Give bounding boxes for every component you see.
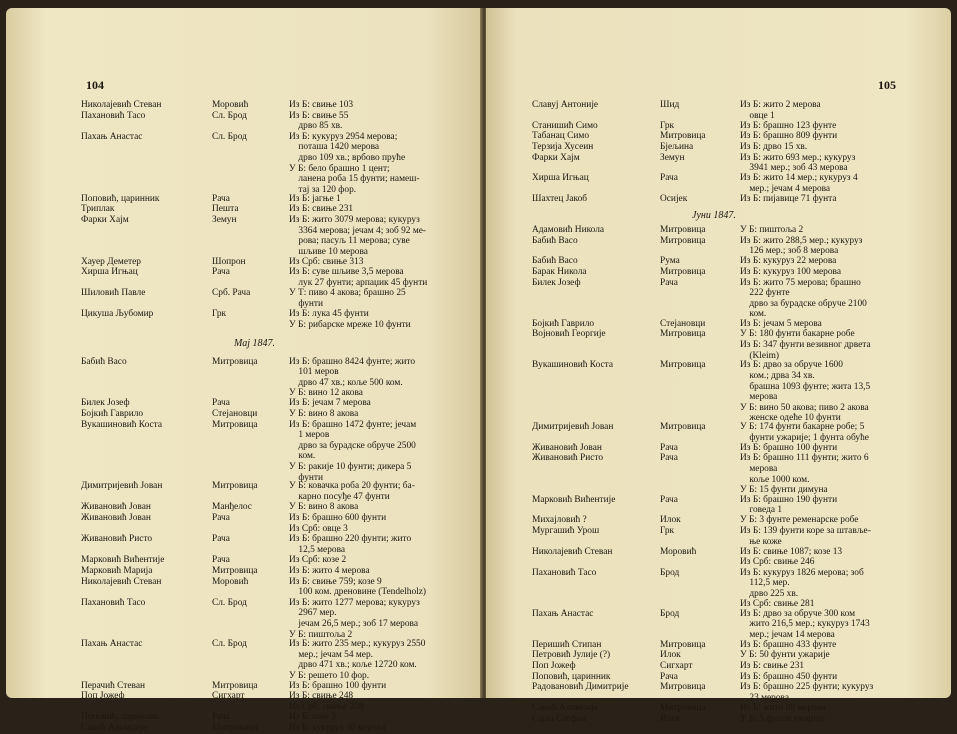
merchant-place: Митровица xyxy=(212,680,258,691)
merchant-name: Николајевић Стеван xyxy=(532,546,613,557)
goods-line: Из Б: 139 фунти коре за штавље- xyxy=(740,526,871,536)
goods-line: Из Б: свиње 55 xyxy=(289,110,349,121)
goods-line: мер.; јечам 14 мерова xyxy=(740,629,835,640)
goods-description xyxy=(740,714,825,725)
merchant-place: Митровица xyxy=(660,131,706,142)
goods-line: Из Б: брашно 111 фунти; жито 6 xyxy=(740,453,869,464)
merchant-name: Хауер Деметер xyxy=(81,256,141,267)
merchant-name: Војновић Георгије xyxy=(532,329,606,340)
goods-line: У Б: 174 фунти бакарне робе; 5 xyxy=(740,422,865,432)
merchant-name: Николајевић Стеван xyxy=(81,576,162,587)
goods-line: лук 27 фунти; арпаџик 45 фунти xyxy=(289,277,428,288)
merchant-name: Цикуша Љубомир xyxy=(81,309,154,320)
goods-line: мерова xyxy=(740,392,778,403)
goods-line: Из Б: жито 288,5 мер.; кукуруз xyxy=(740,235,863,246)
merchant-place: Митровица xyxy=(660,360,706,371)
goods-line: 23 мерова xyxy=(740,692,790,703)
goods-description xyxy=(740,131,837,142)
merchant-name: Поповић, царинник xyxy=(532,671,611,682)
merchant-place: Моровић xyxy=(212,576,249,587)
goods-line: дрво 471 хв.; коље 12720 ком. xyxy=(289,660,417,671)
goods-description xyxy=(740,256,836,267)
section-heading: Мај 1847. xyxy=(234,338,275,350)
goods-line: Из Б: брашно 1472 фунте; јечам xyxy=(289,419,417,430)
merchant-place: Сл. Брод xyxy=(212,110,247,121)
goods-description xyxy=(289,398,371,409)
goods-line: брашна 1093 фунте; жита 13,5 xyxy=(740,381,871,392)
merchant-place: Рача xyxy=(212,398,230,408)
goods-line: Из Срб: овце 3 xyxy=(289,523,348,534)
goods-description xyxy=(289,681,386,692)
merchant-name: Димитријевић Јован xyxy=(532,422,614,432)
goods-description xyxy=(289,194,341,205)
merchant-name: Михајловић ? xyxy=(532,515,587,526)
goods-line: У Б: ковачка роба 20 фунти; ба- xyxy=(289,481,415,492)
merchant-name: Поп Јожеф xyxy=(532,661,576,671)
goods-description xyxy=(740,568,864,610)
merchant-name: Пахањ Анастас xyxy=(532,608,594,619)
goods-description xyxy=(740,650,830,661)
merchant-place: Рача xyxy=(660,494,678,505)
goods-line: У Б: 50 фунти ужарије xyxy=(740,650,830,661)
goods-line: Из Б: жито 75 мерова; брашно xyxy=(740,277,861,288)
merchant-name: Радовановић Димитрије xyxy=(532,682,629,693)
merchant-place: Илок xyxy=(660,713,681,724)
goods-description xyxy=(289,481,415,502)
goods-line: дрво за бурадске обруче 2500 xyxy=(289,440,416,451)
goods-line: Из Б: кукуруз 36 мерова xyxy=(289,723,386,734)
merchant-name: Марковић Марија xyxy=(81,566,153,576)
merchant-name: Бабић Васо xyxy=(532,256,578,267)
merchant-place: Рача xyxy=(212,513,230,524)
merchant-name: Живановић Ристо xyxy=(532,453,604,464)
merchant-place: Рача xyxy=(212,193,230,204)
merchant-place: Митровица xyxy=(660,682,706,693)
merchant-place: Срб. Рача xyxy=(212,288,251,299)
merchant-place: Митровица xyxy=(660,235,706,246)
merchant-place: Грк xyxy=(660,120,675,131)
goods-description xyxy=(740,121,836,132)
goods-description xyxy=(740,515,858,526)
merchant-place: Митровица xyxy=(212,481,258,492)
goods-line: ком. xyxy=(289,451,316,462)
merchant-name: Поповић, царинник xyxy=(81,193,160,204)
goods-line: У Б: 15 фунти димуна xyxy=(740,485,828,496)
merchant-name: Марковић Вићентије xyxy=(532,494,616,505)
merchant-name: Табанац Симо xyxy=(532,131,590,142)
goods-line: мерова xyxy=(740,463,778,474)
goods-description xyxy=(289,267,427,288)
goods-description xyxy=(740,422,869,443)
goods-description xyxy=(289,691,363,712)
goods-description xyxy=(740,100,821,121)
goods-description xyxy=(740,453,869,495)
goods-line: У Б: 5 фунти ужарије xyxy=(740,713,826,724)
goods-description xyxy=(289,357,415,399)
goods-line: Из Б: брашно 220 фунти; жито xyxy=(289,534,412,545)
merchant-place: Илок xyxy=(660,650,681,661)
goods-line: Из Б: жито 3079 мерова; кукуруз xyxy=(289,215,420,226)
goods-description xyxy=(740,225,803,236)
merchant-place: Сигхарт xyxy=(660,661,693,671)
merchant-name: Триплак xyxy=(81,204,115,215)
goods-description xyxy=(289,204,353,215)
goods-line: 12,5 мерова xyxy=(289,544,346,555)
merchant-place: Митровица xyxy=(660,422,706,432)
merchant-place: Митровица xyxy=(660,329,706,340)
merchant-place: Шопрон xyxy=(212,256,246,267)
goods-description xyxy=(289,534,411,555)
goods-line: У Б: ракије 10 фунти; дикера 5 xyxy=(289,461,412,472)
goods-description xyxy=(289,100,353,111)
merchant-place: Земун xyxy=(660,152,685,163)
section-heading: Јуни 1847. xyxy=(692,209,736,221)
merchant-place: Стејановци xyxy=(660,318,706,329)
goods-line: дрво 85 хв. xyxy=(289,121,343,132)
goods-line: дрво за бурадске обруче 2100 xyxy=(740,298,867,309)
goods-line: Из Б: жито 235 мер.; кукуруз 2550 xyxy=(289,639,426,650)
merchant-name: Шиловић Павле xyxy=(81,288,146,299)
goods-line: У Б: пиштоља 2 xyxy=(740,225,804,235)
merchant-place: Митровица xyxy=(212,723,258,734)
merchant-place: Митровица xyxy=(212,356,258,367)
goods-line: У Б: 3 фунте ременарске робе xyxy=(740,515,859,526)
merchant-place: Рача xyxy=(660,671,678,682)
goods-line: Из Б: жито 2 мерова xyxy=(740,100,821,110)
goods-description xyxy=(740,142,807,153)
merchant-place: Митровица xyxy=(212,419,258,430)
goods-description xyxy=(289,639,425,681)
goods-line: Из Б: лука 45 фунти xyxy=(289,309,369,320)
goods-description xyxy=(289,566,370,577)
goods-line: ње коже xyxy=(740,536,782,547)
goods-line: Из Б: брашно 450 фунти xyxy=(740,671,838,682)
merchant-place: Сл. Брод xyxy=(212,597,247,608)
goods-line: 3941 мер.; зоб 43 мерова xyxy=(740,163,848,174)
goods-line: коље 1000 ком. xyxy=(740,474,810,485)
merchant-name: Пахањ Анастас xyxy=(81,131,143,142)
goods-line: 2967 мер. xyxy=(289,608,337,619)
goods-line: тај за 120 фор. xyxy=(289,184,357,195)
merchant-place: Рача xyxy=(212,267,230,278)
merchant-place: Митровица xyxy=(212,566,258,576)
merchant-name: Шахтец Јакоб xyxy=(532,194,588,205)
goods-line: фунти xyxy=(289,472,324,483)
page-number: 104 xyxy=(86,78,104,92)
goods-line: 112,5 мер. xyxy=(740,578,790,589)
merchant-name: Бабић Васо xyxy=(81,356,127,367)
merchant-name: Петровић Јулије (?) xyxy=(532,650,611,661)
merchant-name: Бојкић Гаврило xyxy=(81,408,144,419)
goods-description xyxy=(740,278,867,320)
goods-line: дрво 47 хв.; коље 500 ком. xyxy=(289,377,403,388)
merchant-place: Шид xyxy=(660,100,680,110)
goods-description xyxy=(740,640,836,651)
goods-description xyxy=(289,513,386,534)
merchant-place: Грк xyxy=(660,526,675,536)
merchant-name: Пахановић Тасо xyxy=(81,597,146,608)
goods-line: У Б: рибарске мреже 10 фунти xyxy=(289,319,411,330)
merchant-place: Осијек xyxy=(660,194,688,205)
goods-line: шљиве 10 мерова xyxy=(289,246,368,257)
merchant-name: Савић Алимпије xyxy=(532,703,599,713)
merchant-place: Рача xyxy=(212,555,230,566)
goods-description xyxy=(740,153,855,174)
goods-line: ком.; дрва 34 хв. xyxy=(740,370,815,381)
merchant-place: Грк xyxy=(212,309,227,320)
goods-description xyxy=(289,420,416,484)
merchant-place: Илок xyxy=(660,515,681,526)
merchant-name: Перачић Стеван xyxy=(81,680,146,691)
merchant-name: Билек Јозеф xyxy=(81,398,130,408)
goods-line: овце 1 xyxy=(740,110,775,121)
goods-line: Из Б: јагње 1 xyxy=(289,193,341,204)
merchant-place: Брод xyxy=(660,608,680,619)
goods-line: Из Б: брашно 123 фунте xyxy=(740,120,837,131)
goods-line: мер.; јечам 54 мер. xyxy=(289,649,373,660)
goods-line: говеда 1 xyxy=(740,505,783,516)
goods-line: Из Б: свиње 103 xyxy=(289,100,354,110)
goods-line: Из Б: брашно 433 фунте xyxy=(740,639,837,650)
goods-line: карно посуђе 47 фунти xyxy=(289,491,390,502)
merchant-name: Пахањ Анастас xyxy=(81,639,143,650)
goods-line: (Kleim) xyxy=(740,350,780,361)
goods-line: У Б: вино 12 акова xyxy=(289,388,363,399)
goods-line: дрво 225 хв. xyxy=(740,588,799,599)
merchant-name: Хирша Игњац xyxy=(532,173,589,184)
goods-line: поташа 1420 мерова xyxy=(289,142,380,153)
page-number: 105 xyxy=(878,78,896,92)
goods-line: 222 фунте xyxy=(740,288,790,299)
goods-line: Из Б: жито 1277 мерова; кукуруз xyxy=(289,597,420,608)
goods-line: фунти xyxy=(289,298,324,309)
merchant-place: Моровић xyxy=(660,546,697,557)
merchant-place: Рача xyxy=(660,277,678,288)
goods-description xyxy=(740,703,825,714)
merchant-name: Адамовић Никола xyxy=(532,225,605,235)
merchant-place: Митровица xyxy=(660,267,706,277)
goods-line: Из Б: 347 фунти везивног дрвета xyxy=(740,339,871,350)
merchant-place: Рача xyxy=(212,712,230,723)
goods-description xyxy=(740,329,871,361)
goods-description xyxy=(740,547,842,568)
goods-line: Из Б: жито 4 мерова xyxy=(289,566,370,576)
goods-description xyxy=(740,236,862,257)
goods-line: Из Б: брашно 8424 фунте; жито xyxy=(289,356,416,367)
goods-description xyxy=(289,502,358,513)
merchant-place: Сигхарт xyxy=(212,691,245,702)
goods-line: Из Б: дрво за обруче 300 ком xyxy=(740,608,856,619)
goods-line: Из Б: кукуруз 1826 мерова; зоб xyxy=(740,567,864,578)
goods-description xyxy=(289,712,336,723)
goods-description xyxy=(740,319,822,330)
goods-line: Из Б: брашно 190 фунти xyxy=(740,494,838,505)
merchant-place: Рума xyxy=(660,256,680,267)
merchant-name: Живановић Јован xyxy=(532,442,602,453)
merchant-place: Бјељина xyxy=(660,142,694,152)
goods-line: У Б: вино 50 акова; пиво 2 акова xyxy=(740,402,869,413)
goods-line: У Б: вино 8 акова xyxy=(289,502,359,513)
merchant-name: Димитријевић Јован xyxy=(81,481,163,492)
goods-description xyxy=(740,609,870,641)
goods-line: Из Б: брашно 100 фунти xyxy=(740,442,838,453)
goods-line: ком. xyxy=(740,309,767,320)
merchant-name: Марковић Вићентије xyxy=(81,555,165,566)
goods-description xyxy=(289,598,420,640)
merchant-place: Манђелос xyxy=(212,502,252,513)
goods-line: Из Срб: свиње 313 xyxy=(289,256,364,267)
goods-line: У Б: бело брашно 1 цент; xyxy=(289,163,390,174)
merchant-name: Хирша Игњац xyxy=(81,267,138,278)
goods-line: Из Срб: свиње 281 xyxy=(740,599,815,610)
goods-line: Из Б: брашно 600 фунти xyxy=(289,513,387,524)
merchant-place: Митровица xyxy=(660,225,706,235)
goods-line: Из Б: брашно 225 фунти; кукуруз xyxy=(740,682,874,693)
goods-description xyxy=(740,173,858,194)
merchant-name: Станишић Симо xyxy=(532,120,598,131)
goods-line: У Б: пиштоља 2 xyxy=(289,629,353,640)
merchant-name: Фарки Хајм xyxy=(81,215,129,226)
merchant-name: Живановић Јован xyxy=(81,513,151,524)
merchant-name: Барак Никола xyxy=(532,267,587,277)
goods-line: ланена роба 15 фунти; намеш- xyxy=(289,174,420,185)
left-page xyxy=(6,8,482,734)
goods-description xyxy=(740,682,873,703)
goods-description xyxy=(740,194,837,205)
goods-description xyxy=(289,215,426,257)
goods-line: Из Б: брашно 100 фунти xyxy=(289,680,387,691)
goods-line: Из Б: кукуруз 22 мерова xyxy=(740,256,837,267)
merchant-place: Брод xyxy=(660,567,680,578)
merchant-name: Вукашиновић Коста xyxy=(81,419,163,430)
goods-description xyxy=(289,555,346,566)
goods-line: У Б: решето 10 фор. xyxy=(289,670,370,681)
merchant-name: Перишић Стипан xyxy=(532,639,602,650)
goods-line: рова; пасуљ 11 мерова; суве xyxy=(289,236,410,247)
goods-line: 126 мер.; зоб 8 мерова xyxy=(740,246,839,257)
goods-description xyxy=(740,360,870,424)
merchant-place: Рача xyxy=(660,453,678,464)
goods-description xyxy=(740,495,837,516)
right-page xyxy=(486,8,951,724)
goods-line: Из Срб: козе 2 xyxy=(289,555,347,566)
merchant-place: Пешта xyxy=(212,204,239,215)
merchant-name: Поповић, царинник xyxy=(81,712,160,723)
merchant-name: Славуј Антоније xyxy=(532,100,599,110)
merchant-name: Билек Јозеф xyxy=(532,277,581,288)
goods-line: У Б: вино 8 акова xyxy=(289,408,359,419)
goods-description xyxy=(289,577,426,598)
merchant-name: Живановић Јован xyxy=(81,502,151,513)
merchant-name: Сајла Стефан xyxy=(532,713,586,724)
goods-line: фунти ужарије; 1 фунта обуће xyxy=(740,432,869,443)
merchant-name: Николајевић Стеван xyxy=(81,100,162,110)
goods-line: У Б: 180 фунти бакарне робе xyxy=(740,329,855,340)
merchant-name: Савић Алимпије xyxy=(81,723,148,734)
merchant-place: Земун xyxy=(212,215,237,226)
goods-line: Из Б: брашно 809 фунти xyxy=(740,131,838,142)
merchant-place: Стејановци xyxy=(212,408,258,419)
goods-line: Из Б: јечам 7 мерова xyxy=(289,398,371,408)
goods-line: 101 меров xyxy=(289,367,339,378)
goods-description xyxy=(740,526,871,547)
merchant-name: Мургашић Урош xyxy=(532,526,600,536)
goods-line: Из Б: јечам 5 мерова xyxy=(740,318,822,329)
goods-line: Из Б: свиње 1087; козе 13 xyxy=(740,546,843,557)
merchant-place: Сл. Брод xyxy=(212,639,247,650)
merchant-place: Рача xyxy=(660,173,678,184)
goods-line: женске одеће 10 фунти xyxy=(740,413,841,424)
goods-line: дрво 109 хв.; врбово пруће xyxy=(289,152,406,163)
merchant-place: Митровица xyxy=(660,639,706,650)
merchant-place: Рача xyxy=(212,534,230,545)
merchant-name: Бојкић Гаврило xyxy=(532,318,595,329)
goods-line: Из Б: свиње 231 xyxy=(289,204,354,215)
merchant-name: Пахановић Тасо xyxy=(81,110,146,121)
goods-line: јечам 26,5 мер.; зоб 17 мерова xyxy=(289,618,418,629)
goods-line: Из Б: кукуруз 100 мерова xyxy=(740,267,842,277)
merchant-name: Живановић Ристо xyxy=(81,534,153,545)
goods-line: Из Б: свиње 231 xyxy=(740,661,805,671)
goods-line: У Т: пиво 4 акова; брашно 25 xyxy=(289,288,406,299)
goods-description xyxy=(289,723,385,734)
merchant-name: Вукашиновић Коста xyxy=(532,360,614,371)
goods-line: 1 меров xyxy=(289,430,330,441)
merchant-name: Терзија Хусеин xyxy=(532,142,594,152)
merchant-place: Сл. Брод xyxy=(212,131,247,142)
merchant-place: Моровић xyxy=(212,100,249,110)
goods-line: Из Б: дрво за обруче 1600 xyxy=(740,360,843,371)
goods-line: Из Б: жито 14 мер.; кукуруз 4 xyxy=(740,173,858,184)
goods-description xyxy=(289,288,406,309)
merchant-name: Фарки Хајм xyxy=(532,152,580,163)
goods-line: Из Б: свиње 759; козе 9 xyxy=(289,576,382,587)
goods-line: Из Б: пијавице 71 фунта xyxy=(740,194,837,205)
goods-line: жито 216,5 мер.; кукуруз 1743 xyxy=(740,619,870,630)
goods-line: Из Б: свиње 248 xyxy=(289,691,354,702)
goods-line: Из Б: козе 3 xyxy=(289,712,336,723)
goods-line: Из Б: кукуруз 2954 мерова; xyxy=(289,131,398,142)
goods-description xyxy=(740,267,841,278)
goods-line: 3364 мерова; јечам 4; зоб 92 ме- xyxy=(289,225,427,236)
merchant-name: Пахановић Тасо xyxy=(532,567,597,578)
goods-description xyxy=(289,132,420,196)
goods-line: Из Б: дрво 15 хв. xyxy=(740,142,808,152)
goods-line: Из Б: жито 693 мер.; кукуруз xyxy=(740,152,856,163)
merchant-name: Бабић Васо xyxy=(532,235,578,246)
goods-description xyxy=(740,661,804,672)
goods-line: Из Срб: свиње 208 xyxy=(289,701,364,712)
goods-description xyxy=(740,443,837,454)
goods-line: мер.; јечам 4 мерова xyxy=(740,183,831,194)
goods-line: 100 ком. дреновине (Tendelholz) xyxy=(289,587,427,598)
goods-description xyxy=(289,111,348,132)
goods-line: Из Срб: свиње 246 xyxy=(740,557,815,568)
goods-description xyxy=(289,309,411,330)
merchant-place: Митровица xyxy=(660,703,706,713)
goods-line: Из Б: жито 88 мерова xyxy=(740,703,826,713)
goods-description xyxy=(289,409,358,420)
goods-description xyxy=(740,672,837,683)
goods-description xyxy=(289,257,363,268)
merchant-place: Рача xyxy=(660,442,678,453)
goods-line: Из Б: суве шљиве 3,5 мерова xyxy=(289,267,404,278)
merchant-name: Поп Јожеф xyxy=(81,691,125,702)
